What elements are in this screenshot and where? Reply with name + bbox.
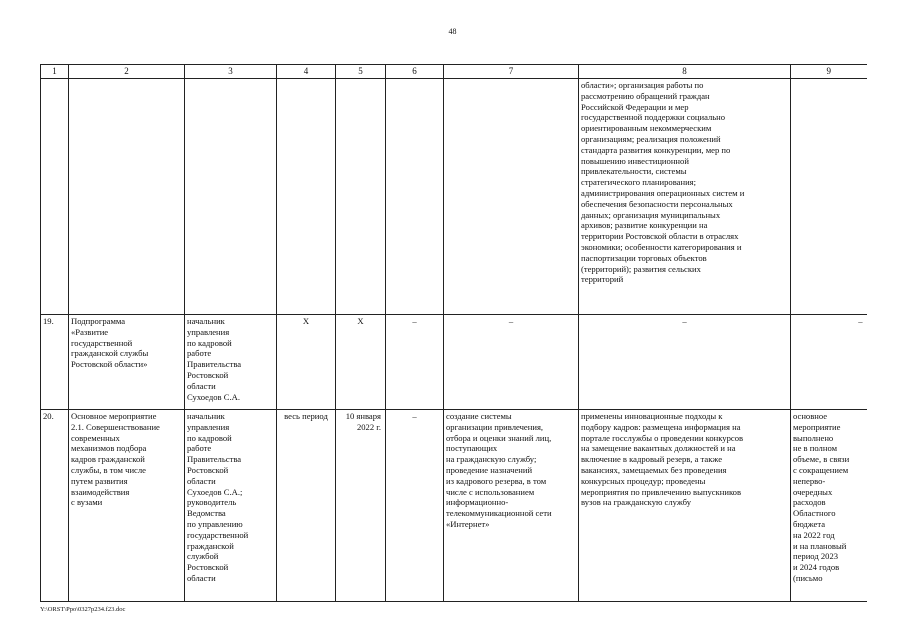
cell-name: Основное мероприятие 2.1. Совершенствование современных механизмов подбора кадров гражданской службы, в том числе путем развития взаимодействия с вузами xyxy=(69,410,185,602)
cell-plan-date: Х xyxy=(277,315,336,410)
cell-actual-result: применены инновационные подходы к подбору кадров: размещена информация на портале госслужбы о проведении конкурсов на замещение вакантных должностей и на включение в кадровый резерв, а также вакансиях, замещаемых без проведения конкурсных процедур; проведены мероприятия по привлечению выпускников вузов на гражданскую службу xyxy=(579,410,791,602)
header-cell: 4 xyxy=(277,65,336,79)
cell-actual-date xyxy=(336,79,386,315)
file-path-footer: Y:\ORST\Ppo\0327p234.f23.doc xyxy=(40,606,126,613)
cell-responsible xyxy=(185,79,277,315)
cell-actual-date: 10 января 2022 г. xyxy=(336,410,386,602)
cell-actual-result: области»; организация работы по рассмотрению обращений граждан Российской Федерации и мер государственной поддержки социально ориентированным некоммерческим организациям; реализация положений стандарта развития конкуренции, мер по повышению инвестиционной привлекательности, системы стратегического планирования; администрирования операционных систем и обеспечения безопасности персональных данных; организация муниципальных архивов; развитие конкуренции на территории Ростовской области в отраслях экономики; особенности категорирования и паспортизации торговых объектов (территорий); развития сельских территорий xyxy=(579,79,791,315)
cell-plan-date: весь период xyxy=(277,410,336,602)
cell-reason: основное мероприятие выполнено не в полном объеме, в связи с сокращением неперво- очередных расходов Областного бюджета на 2022 год и на плановый период 2023 и 2024 годов (письмо xyxy=(791,410,867,602)
cell-responsible: начальник управления по кадровой работе Правительства Ростовской области Сухоедов С.А.; руководитель Ведомства по управлению государственной гражданской службой Ростовской области xyxy=(185,410,277,602)
header-cell: 2 xyxy=(69,65,185,79)
table-row xyxy=(41,410,867,602)
header-cell: 5 xyxy=(336,65,386,79)
header-cell: 8 xyxy=(579,65,791,79)
page-number: 48 xyxy=(448,27,457,36)
cell-number: 20. xyxy=(41,410,69,602)
cell-actual-result: – xyxy=(579,315,791,410)
cell-planned-result: создание системы организации привлечения, отбора и оценки знаний лиц, поступающих на гражданскую службу; проведение назначений из кадрового резерва, в том числе с использованием информационно- телекоммуникационной сети «Интернет» xyxy=(444,410,579,602)
cell-col6: – xyxy=(386,410,444,602)
report-table xyxy=(40,64,867,602)
cell-number: 19. xyxy=(41,315,69,410)
header-cell: 3 xyxy=(185,65,277,79)
cell-name xyxy=(69,79,185,315)
cell-responsible: начальник управления по кадровой работе Правительства Ростовской области Сухоедов С.А. xyxy=(185,315,277,410)
table-row xyxy=(41,79,867,315)
cell-name: Подпрограмма «Развитие государственной гражданской службы Ростовской области» xyxy=(69,315,185,410)
cell-col6: – xyxy=(386,315,444,410)
cell-reason: – xyxy=(791,315,867,410)
table-row xyxy=(41,315,867,410)
cell-reason xyxy=(791,79,867,315)
header-cell: 1 xyxy=(41,65,69,79)
header-cell: 7 xyxy=(444,65,579,79)
header-row xyxy=(41,65,867,79)
cell-actual-date: Х xyxy=(336,315,386,410)
cell-planned-result xyxy=(444,79,579,315)
cell-number xyxy=(41,79,69,315)
header-cell: 9 xyxy=(791,65,867,79)
cell-col6 xyxy=(386,79,444,315)
cell-plan-date xyxy=(277,79,336,315)
header-cell: 6 xyxy=(386,65,444,79)
cell-planned-result: – xyxy=(444,315,579,410)
